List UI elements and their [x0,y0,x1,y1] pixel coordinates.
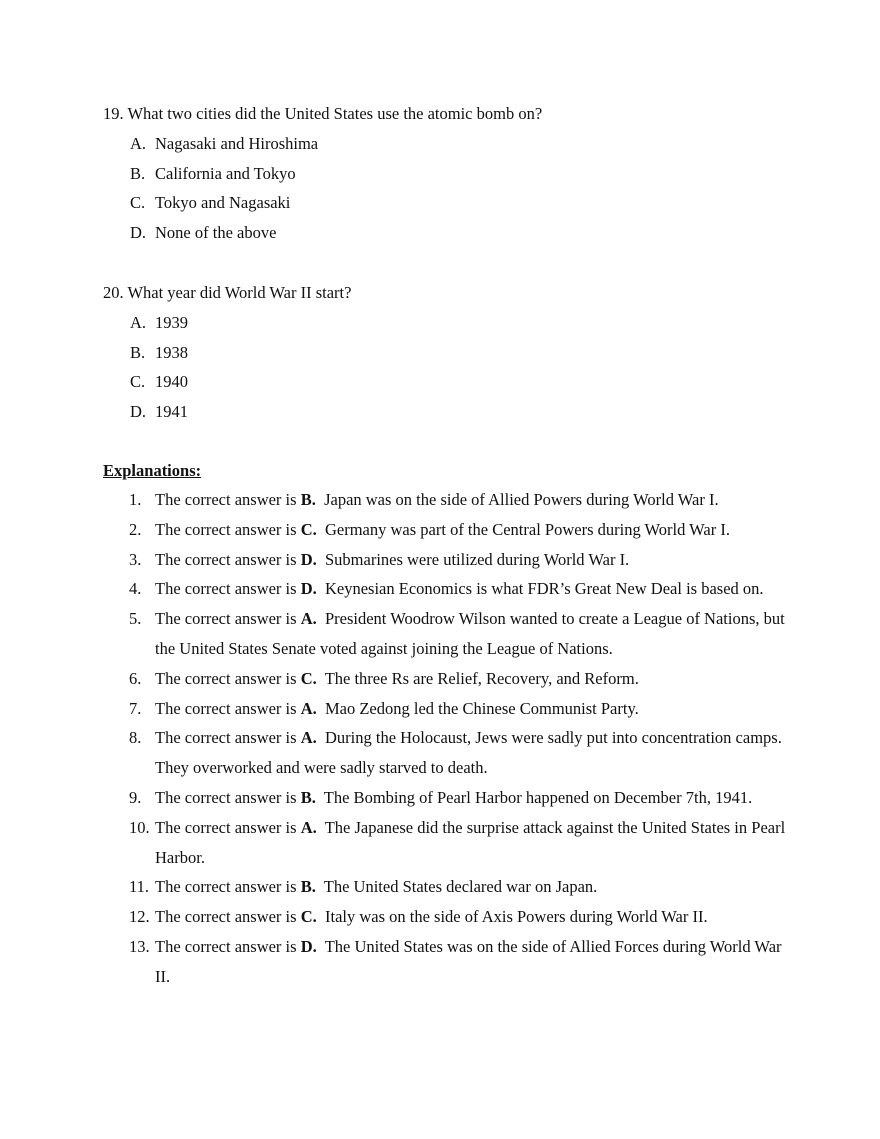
answer-prefix: The correct answer is [155,728,297,748]
question-20 [103,278,783,427]
explanation-item [129,932,789,992]
option-letter: D. [130,402,147,422]
question-text [103,99,783,129]
option-text: 1940 [155,372,188,392]
item-number: 4. [129,579,142,599]
item-body [155,604,789,664]
answer-prefix: The correct answer is [155,579,297,599]
answer-letter: D. [300,579,317,599]
answer-letter: B. [300,787,316,807]
item-number: 5. [129,609,142,629]
explanation-text: Japan was on the side of Allied Powers during World War I. [324,490,719,509]
explanation-item [129,694,789,724]
answer-letter: D. [300,936,317,956]
item-number: 10. [129,817,150,837]
option-letter: A. [130,312,147,332]
explanations-list [129,485,789,992]
explanation-item [129,545,789,575]
item-number: 12. [129,907,150,927]
explanation-item [129,783,789,813]
explanation-item [129,723,789,783]
item-number: 3. [129,549,142,569]
answer-letter: C. [300,907,317,927]
explanation-text: Germany was part of the Central Powers during World War I. [324,519,730,539]
explanation-item [129,872,789,902]
answer-option [103,188,783,218]
item-number: 2. [129,519,142,539]
question-prompt: What year did World War II start? [127,283,352,302]
item-body [155,932,789,992]
item-number: 13. [129,936,150,956]
item-body [155,485,789,515]
answer-letter: A. [300,698,317,718]
question-number: 19. [103,104,124,123]
answer-prefix: The correct answer is [155,519,297,539]
item-body [155,723,789,783]
option-text: Tokyo and Nagasaki [155,193,291,213]
answer-prefix: The correct answer is [155,817,297,837]
explanation-text: President Woodrow Wilson wanted to create a League of Nations, but the United States Senate voted against joining the League of Nations. [155,609,785,658]
item-body [155,574,789,604]
explanation-item [129,664,789,694]
explanation-item [129,604,789,664]
answer-option [103,129,783,159]
option-letter: B. [130,342,146,362]
option-text: 1941 [155,402,188,422]
answer-letter: A. [300,817,317,837]
explanation-text: The United States declared war on Japan. [323,877,598,897]
answer-letter: D. [300,549,317,569]
option-letter: D. [130,223,147,243]
item-number: 1. [129,490,142,509]
answer-letter: A. [300,609,317,629]
option-text: California and Tokyo [155,163,296,183]
option-text: None of the above [155,223,277,243]
answer-prefix: The correct answer is [155,907,297,927]
question-prompt: What two cities did the United States use the atomic bomb on? [127,104,543,123]
option-text: 1939 [155,312,188,332]
answer-option [103,218,783,248]
explanations-heading: Explanations: [103,461,202,480]
explanation-text: Mao Zedong led the Chinese Communist Party. [324,698,639,718]
answer-prefix: The correct answer is [155,490,297,509]
item-body [155,545,789,575]
item-number: 11. [129,877,150,897]
answer-letter: B. [300,490,316,509]
item-number: 8. [129,728,142,748]
question-19 [103,99,783,248]
answer-option [103,338,783,368]
explanation-text: The three Rs are Relief, Recovery, and Reform. [324,668,639,688]
item-body [155,664,789,694]
answer-letter: B. [300,877,316,897]
answer-prefix: The correct answer is [155,936,297,956]
answer-letter: A. [300,728,317,748]
explanation-text: Italy was on the side of Axis Powers during World War II. [324,907,708,927]
item-body [155,872,789,902]
option-letter: A. [130,133,147,153]
explanation-item [129,515,789,545]
answer-option [103,367,783,397]
explanation-text: During the Holocaust, Jews were sadly put into concentration camps. They overworked and were sadly starved to death. [155,728,782,778]
item-body [155,813,789,873]
answer-prefix: The correct answer is [155,668,297,688]
item-body [155,694,789,724]
answer-prefix: The correct answer is [155,609,297,629]
answer-prefix: The correct answer is [155,698,297,718]
answer-prefix: The correct answer is [155,549,297,569]
explanation-text: Keynesian Economics is what FDR’s Great New Deal is based on. [324,579,764,599]
answer-option [103,397,783,427]
answer-letter: C. [300,668,317,688]
question-text [103,278,783,308]
item-body [155,515,789,545]
item-number: 7. [129,698,142,718]
explanation-text: Submarines were utilized during World War I. [324,549,630,569]
explanation-item [129,485,789,515]
option-text: 1938 [155,342,188,362]
option-text: Nagasaki and Hiroshima [155,133,319,153]
answer-prefix: The correct answer is [155,787,297,807]
explanation-item [129,574,789,604]
question-number: 20. [103,283,124,302]
answer-option [103,159,783,189]
item-number: 6. [129,668,142,688]
explanation-item [129,813,789,873]
answer-letter: C. [300,519,317,539]
explanation-item [129,902,789,932]
answer-option [103,308,783,338]
explanation-text: The Japanese did the surprise attack against the United States in Pearl Harbor. [155,817,786,867]
explanation-text: The United States was on the side of Allied Forces during World War II. [155,936,782,986]
option-letter: C. [130,372,146,392]
option-letter: C. [130,193,146,213]
item-body [155,783,789,813]
item-number: 9. [129,787,142,807]
explanation-text: The Bombing of Pearl Harbor happened on December 7th, 1941. [323,787,753,807]
answer-prefix: The correct answer is [155,877,297,897]
item-body [155,902,789,932]
option-letter: B. [130,163,146,183]
